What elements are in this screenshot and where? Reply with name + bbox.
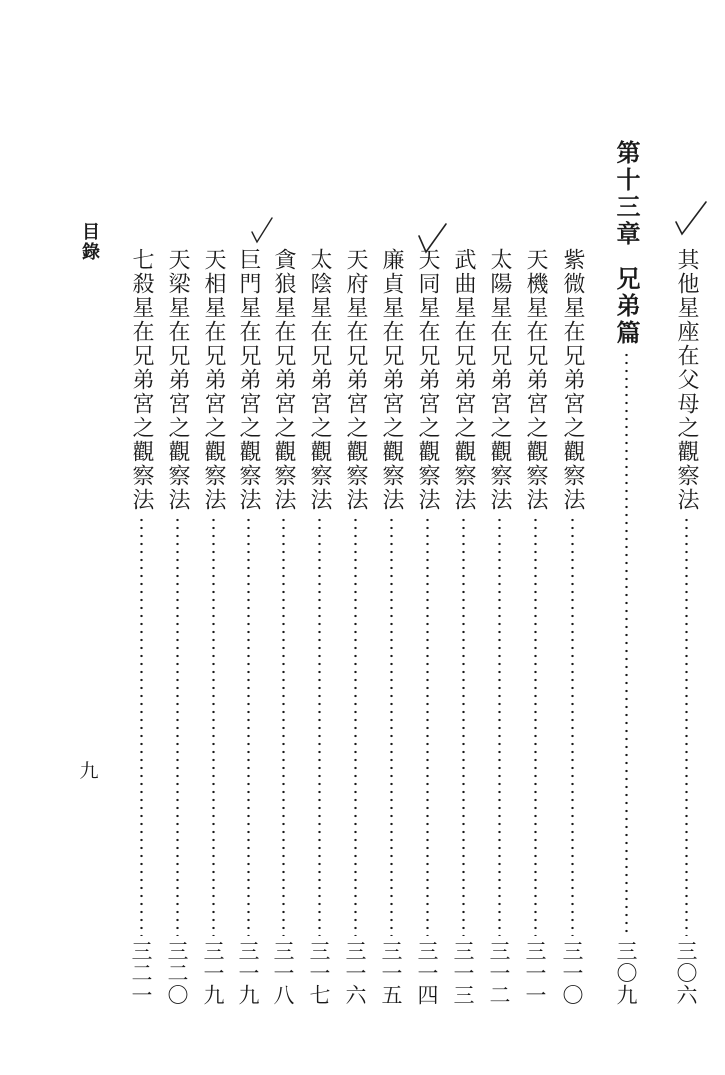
entry-title: 天梁星在兄弟宮之觀察法 xyxy=(165,248,190,512)
entry-title: 七殺星在兄弟宮之觀察法 xyxy=(129,248,154,512)
entry-title: 天相星在兄弟宮之觀察法 xyxy=(201,248,226,512)
toc-entry-ziwei[interactable] xyxy=(558,248,586,1006)
entry-page-number: 三一六 xyxy=(343,940,367,1006)
folio-page-number: 九 xyxy=(79,760,99,782)
dot-leader xyxy=(354,516,357,936)
dot-leader xyxy=(212,516,215,936)
entry-title: 武曲星在兄弟宮之觀察法 xyxy=(451,248,476,512)
toc-entry-lianzhen[interactable] xyxy=(377,248,405,1006)
entry-page-number: 三一〇 xyxy=(560,940,584,1006)
dot-leader xyxy=(498,516,501,936)
toc-entry-wuqu[interactable] xyxy=(449,248,477,1006)
entry-page-number: 三一九 xyxy=(236,940,260,1006)
toc-entry-tanlang[interactable] xyxy=(269,248,297,1006)
toc-entry-jumen[interactable] xyxy=(234,248,262,1006)
entry-page-number: 三一八 xyxy=(271,940,295,1006)
dot-leader xyxy=(282,516,285,936)
dot-leader xyxy=(462,516,465,936)
entry-page-number: 三一五 xyxy=(379,940,403,1006)
toc-entry-tianliang[interactable] xyxy=(163,248,191,1006)
dot-leader xyxy=(625,351,628,936)
entry-page-number: 三〇六 xyxy=(674,940,698,1006)
dot-leader xyxy=(247,516,250,936)
entry-page-number: 三一一 xyxy=(523,940,547,1006)
entry-title: 貪狼星在兄弟宮之觀察法 xyxy=(271,248,296,512)
toc-chapter-13-siblings[interactable] xyxy=(611,140,641,1006)
handwritten-check-mark xyxy=(248,216,278,246)
entry-page-number: 三一三 xyxy=(451,940,475,1006)
dot-leader xyxy=(318,516,321,936)
entry-title: 太陰星在兄弟宮之觀察法 xyxy=(307,248,332,512)
entry-page-number: 三〇九 xyxy=(614,940,638,1006)
dot-leader xyxy=(140,516,143,936)
toc-entry-tianfu[interactable] xyxy=(341,248,369,1006)
entry-page-number: 三一四 xyxy=(415,940,439,1006)
toc-entry-parents-other-stars[interactable] xyxy=(672,248,700,1006)
toc-entry-tianji[interactable] xyxy=(521,248,549,1006)
entry-page-number: 三一七 xyxy=(307,940,331,1006)
toc-entry-taiyang[interactable] xyxy=(485,248,513,1006)
running-header: 目錄 xyxy=(79,222,100,262)
handwritten-check-mark xyxy=(416,222,452,256)
toc-entry-tianxiang[interactable] xyxy=(199,248,227,1006)
entry-page-number: 三一二 xyxy=(487,940,511,1006)
toc-entry-qisha[interactable] xyxy=(127,248,155,1006)
dot-leader xyxy=(571,516,574,936)
dot-leader xyxy=(685,516,688,936)
entry-title: 巨門星在兄弟宮之觀察法 xyxy=(236,248,261,512)
dot-leader xyxy=(390,516,393,936)
entry-page-number: 三二〇 xyxy=(165,940,189,1006)
entry-page-number: 三二一 xyxy=(129,940,153,1006)
entry-title: 廉貞星在兄弟宮之觀察法 xyxy=(379,248,404,512)
entry-title: 紫微星在兄弟宮之觀察法 xyxy=(560,248,585,512)
entry-title: 天機星在兄弟宮之觀察法 xyxy=(523,248,548,512)
dot-leader xyxy=(534,516,537,936)
dot-leader xyxy=(176,516,179,936)
entry-title: 天同星在兄弟宮之觀察法 xyxy=(415,248,440,512)
chapter-title: 兄弟篇 xyxy=(612,266,641,347)
entry-page-number: 三一九 xyxy=(201,940,225,1006)
dot-leader xyxy=(426,516,429,936)
entry-title: 天府星在兄弟宮之觀察法 xyxy=(343,248,368,512)
handwritten-check-mark xyxy=(672,200,712,246)
chapter-number: 第十三章 xyxy=(612,140,641,248)
toc-entry-tiantong[interactable] xyxy=(413,248,441,1006)
entry-title: 太陽星在兄弟宮之觀察法 xyxy=(487,248,512,512)
entry-title: 其他星座在父母之觀察法 xyxy=(674,248,699,512)
toc-entry-taiyin[interactable] xyxy=(305,248,333,1006)
